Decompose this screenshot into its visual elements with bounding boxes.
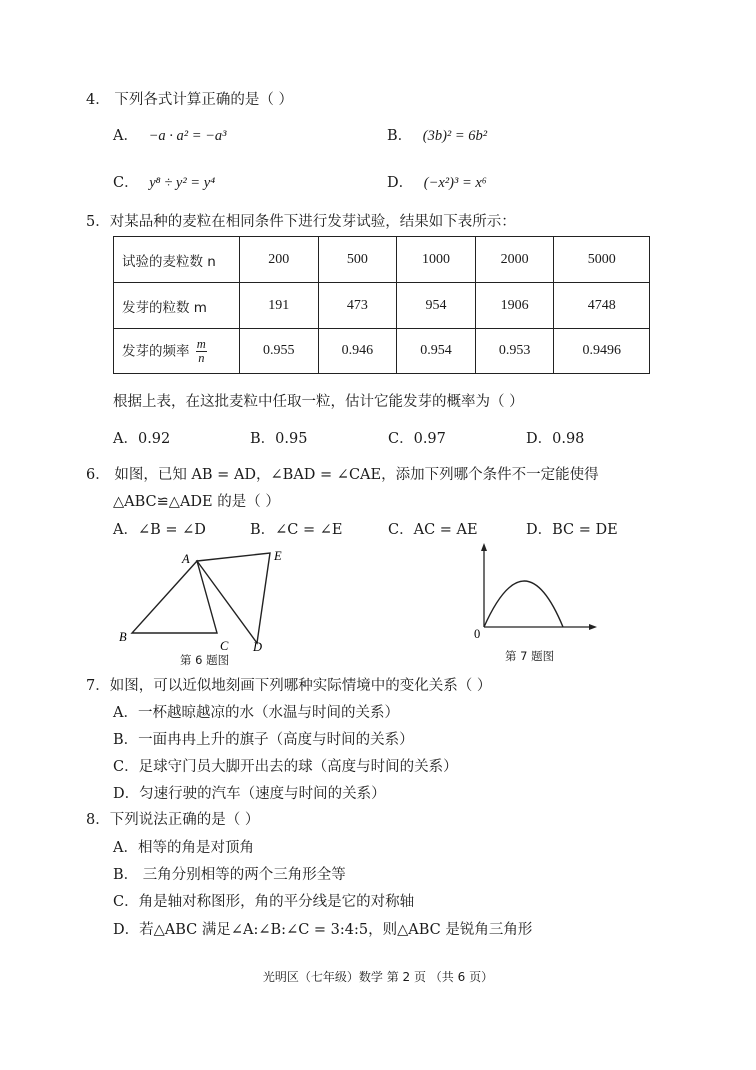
q4-option-b-label: B． bbox=[387, 128, 413, 144]
q6-option-d: D．BC = DE bbox=[526, 522, 618, 538]
table-cell: 1000 bbox=[397, 237, 476, 283]
q6-figure-caption: 第 6 题图 bbox=[180, 653, 230, 667]
table-cell: 473 bbox=[318, 283, 397, 329]
q4-option-a-label: A． bbox=[113, 128, 138, 144]
table-cell: 2000 bbox=[475, 237, 554, 283]
q4-option-b-formula: (3b)² = 6b² bbox=[422, 128, 488, 144]
origin-label: 0 bbox=[474, 627, 481, 640]
parabola-curve bbox=[484, 581, 563, 627]
q6-option-b: B．∠C = ∠E bbox=[250, 522, 343, 538]
q4-stem: 4． 下列各式计算正确的是（ ） bbox=[86, 92, 293, 108]
q7-option-b: B．一面冉冉上升的旗子（高度与时间的关系） bbox=[113, 732, 414, 748]
q6-stem-line1: 6． 如图，已知 AB = AD，∠BAD = ∠CAE，添加下列哪个条件不一定能使得 bbox=[86, 467, 599, 483]
table-cell: 0.946 bbox=[318, 329, 397, 374]
q5-stem: 5．对某品种的麦粒在相同条件下进行发芽试验，结果如下表所示： bbox=[86, 214, 516, 230]
table-cell: 1906 bbox=[475, 283, 554, 329]
vertex-b-label: B bbox=[119, 630, 127, 644]
q4-option-a bbox=[113, 124, 227, 145]
q8-option-a: A．相等的角是对顶角 bbox=[113, 840, 254, 856]
table-row bbox=[114, 283, 650, 329]
q7-graph-figure bbox=[470, 540, 600, 640]
frequency-fraction bbox=[196, 338, 207, 365]
q8-option-b: B． 三角分别相等的两个三角形全等 bbox=[113, 867, 346, 883]
q4-option-d bbox=[387, 171, 487, 192]
q6-stem-line2: △ABC≌△ADE 的是（ ） bbox=[113, 494, 280, 510]
q4-option-b bbox=[387, 124, 487, 145]
q4-option-a-formula: −a · a² = −a³ bbox=[148, 128, 227, 144]
vertex-d-label: D bbox=[253, 640, 263, 654]
row-header-total: 试验的麦粒数 n bbox=[114, 237, 240, 283]
q6-triangle-figure bbox=[112, 548, 292, 666]
x-axis-arrow-icon bbox=[589, 624, 597, 630]
page-footer: 光明区（七年级）数学 第 2 页 （共 6 页） bbox=[262, 970, 494, 984]
q5-follow-up: 根据上表，在这批麦粒中任取一粒，估计它能发芽的概率为（ ） bbox=[113, 394, 524, 410]
vertex-a-label: A bbox=[182, 552, 190, 566]
table-cell: 191 bbox=[240, 283, 319, 329]
q4-option-c-formula: y⁸ ÷ y² = y⁴ bbox=[149, 175, 216, 191]
q6-option-c: C．AC = AE bbox=[388, 522, 478, 538]
q5-option-a: A．0.92 bbox=[113, 431, 171, 447]
q5-option-d: D．0.98 bbox=[526, 431, 585, 447]
table-cell: 4748 bbox=[554, 283, 650, 329]
table-row bbox=[114, 329, 650, 374]
q4-option-c-label: C． bbox=[113, 175, 139, 191]
table-cell: 0.955 bbox=[240, 329, 319, 374]
q4-option-d-label: D． bbox=[387, 175, 414, 191]
q8-option-d: D．若△ABC 满足∠A:∠B:∠C = 3:4:5，则△ABC 是锐角三角形 bbox=[113, 922, 533, 938]
fraction-denominator: n bbox=[198, 350, 205, 365]
q4-option-d-formula: (−x²)³ = x⁶ bbox=[423, 175, 487, 191]
q7-option-d: D．匀速行驶的汽车（速度与时间的关系） bbox=[113, 786, 386, 802]
row-header-frequency-label: 发芽的频率 bbox=[122, 343, 190, 359]
q4-option-c bbox=[113, 171, 215, 192]
q7-figure-caption: 第 7 题图 bbox=[505, 649, 555, 663]
q7-stem: 7．如图，可以近似地刻画下列哪种实际情境中的变化关系（ ） bbox=[86, 678, 492, 694]
q8-option-c: C．角是轴对称图形，角的平分线是它的对称轴 bbox=[113, 894, 415, 910]
table-cell: 954 bbox=[397, 283, 476, 329]
table-cell: 500 bbox=[318, 237, 397, 283]
fraction-numerator: m bbox=[196, 336, 206, 351]
table-row bbox=[114, 237, 650, 283]
table-cell: 0.9496 bbox=[554, 329, 650, 374]
q6-option-a: A．∠B = ∠D bbox=[113, 522, 206, 538]
table-cell: 0.954 bbox=[397, 329, 476, 374]
q5-data-table bbox=[113, 236, 650, 374]
table-cell: 0.953 bbox=[475, 329, 554, 374]
vertex-e-label: E bbox=[274, 549, 282, 563]
table-cell: 200 bbox=[240, 237, 319, 283]
q8-stem: 8．下列说法正确的是（ ） bbox=[86, 812, 260, 828]
row-header-frequency bbox=[114, 329, 240, 374]
q7-option-a: A．一杯越晾越凉的水（水温与时间的关系） bbox=[113, 705, 399, 721]
q7-option-c: C．足球守门员大脚开出去的球（高度与时间的关系） bbox=[113, 759, 458, 775]
q5-option-b: B．0.95 bbox=[250, 431, 308, 447]
table-cell: 5000 bbox=[554, 237, 650, 283]
row-header-germinated: 发芽的粒数 m bbox=[114, 283, 240, 329]
vertex-c-label: C bbox=[220, 639, 229, 653]
y-axis-arrow-icon bbox=[481, 543, 487, 551]
q5-option-c: C．0.97 bbox=[388, 431, 446, 447]
